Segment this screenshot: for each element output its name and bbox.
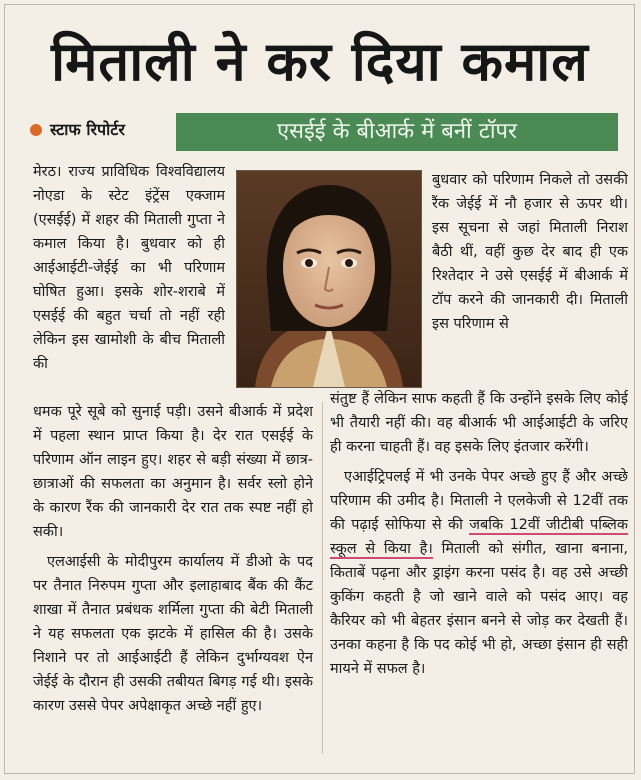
- paragraph: धमक पूरे सूबे को सुनाई पड़ी। उसने बीआर्क में प्रदेश में पहला स्थान प्राप्त किया है। देर रात एसईई के परिणाम ऑन लाइन हुए। शहर से बड़ी संख्या में छात्र-छात्राओं की सफलता का अनुमान है। सर्वर स्लो होने के कारण रैंक की जानकारी देर रात तक स्पष्ट नहीं हो सकी।: [33, 404, 313, 540]
- article-column-bottom-left: [33, 400, 313, 755]
- paragraph: बुधवार को परिणाम निकले तो उसकी रैंक जेईई में नौ हजार से ऊपर थी। इस सूचना से जहां मिताली निराश बैठी थीं, वहीं कुछ देर बाद ही एक रिश्तेदार ने उसे एसईई में बीआर्क में टॉप करने की जानकारी दी। मिताली इस परिणाम से: [432, 172, 628, 332]
- article-column-left: [33, 160, 225, 398]
- portrait-image: [237, 171, 421, 387]
- headline: मिताली ने कर दिया कमाल: [51, 30, 589, 93]
- portrait-photo: [236, 170, 422, 388]
- paragraph: [330, 465, 628, 681]
- text-run: एआईट्रिपलई में भी उनके पेपर अच्छे हुए हैं और अच्छे परिणाम की उमीद है। मिताली ने एलकेजी से 12वीं तक की पढ़ाई सोफिया से की: [330, 469, 628, 533]
- paragraph: मेरठ। राज्य प्राविधिक विश्वविद्यालय नोएडा के स्टेट इंट्रेंस एक्जाम (एसईई) में शहर की मिताली गुप्ता ने कमाल किया है। बुधवार को ही आईआईटी-जेईई का भी परिणाम घोषित हुआ। इसके शोर-शराबे में एसईई की बहुत चर्चा तो नहीं रही लेकिन इस खामोशी के बीच मिताली की: [33, 164, 225, 372]
- column-divider: [322, 402, 323, 754]
- article-column-bottom-right: [330, 387, 628, 755]
- paragraph: संतुष्ट हैं लेकिन साफ कहती हैं कि उन्होंने इसके लिए कोई भी तैयारी नहीं की। वह बीआर्क भी आईआईटी के जरिए ही करना चाहती हैं। वह इसके लिए इंतजार करेंगी।: [330, 391, 628, 455]
- highlighted-text: जबकि 12वीं जीटीबी पब्लिक स्कूल से किया है।: [330, 517, 628, 557]
- paragraph: एलआईसी के मोदीपुरम कार्यालय में डीओ के पद पर तैनात निरुपम गुप्ता और इलाहाबाद बैंक की कैंट शाखा में तैनात प्रबंधक शर्मिला गुप्ता की बेटी मिताली ने यह सफलता एक झटके में हासिल की है। उसके निशाने पर तो आईआईटी हैं लेकिन दुर्भाग्यवश ऐन जेईई के दौरान ही उसकी तबीयत बिगड़ गई थी। इसके कारण उससे पेपर अपेक्षाकृत अच्छे नहीं हुए।: [33, 554, 313, 714]
- subheadline: एसईई के बीआर्क में बनीं टॉपर: [176, 113, 618, 151]
- reporter-name: स्टाफ रिपोर्टर: [50, 120, 125, 139]
- article-column-right-top: [432, 168, 628, 390]
- text-run: मिताली को संगीत, खाना बनाना, किताबें पढ़ना और ड्राइंग करना पसंद है। वह उसे अच्छी कुकिंग कहती है जो खाने वाले को पसंद आए। वह कैरियर को भी बेहतर इंसान बनने से जोड़ कर देखती हैं। उनका कहना है कि पद कोई भी हो, अच्छा इंसान ही सही मायने में सफल है।: [330, 541, 628, 677]
- bullet-icon: [30, 124, 42, 136]
- reporter-line: [30, 116, 125, 144]
